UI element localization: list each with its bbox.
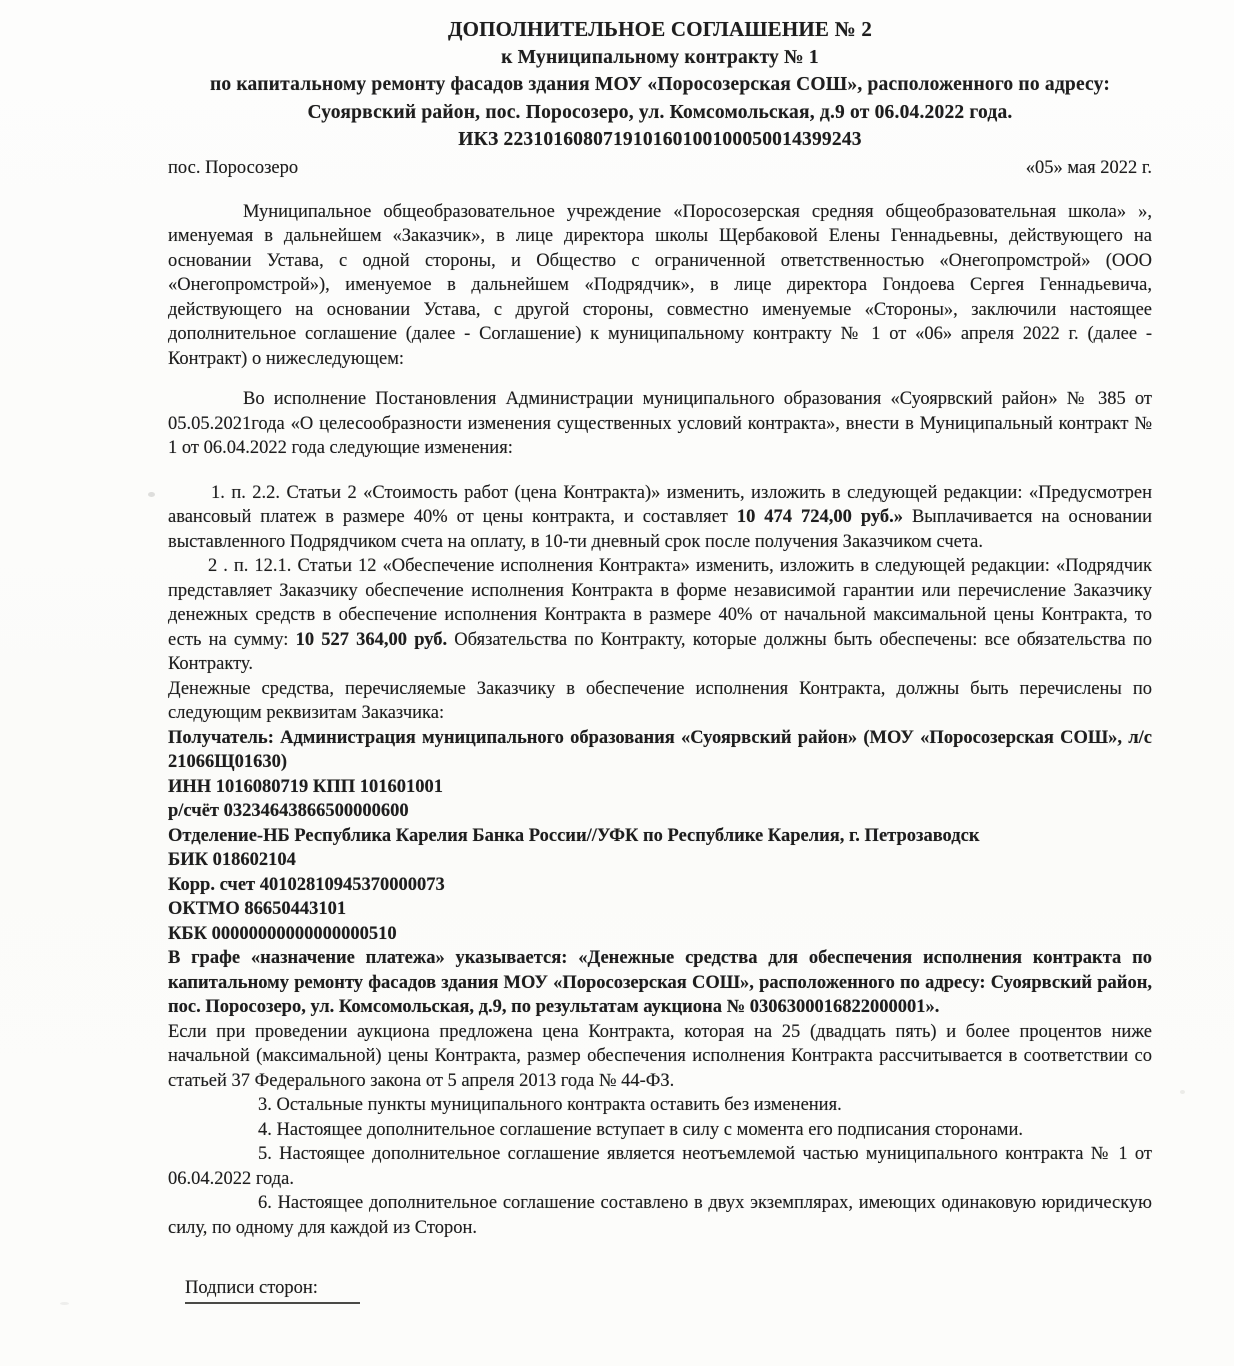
- document-title: ДОПОЛНИТЕЛЬНОЕ СОГЛАШЕНИЕ № 2: [447, 17, 873, 41]
- clause-1-text: 1. п. 2.2. Статьи 2 «Стоимость работ (цена Контракта)» изменить, изложить в следующей редакции: «Предусмотрен авансовый платеж в размере 40% от цены контракта, и составляет: [168, 482, 1152, 527]
- scan-artifact: [148, 492, 155, 497]
- requisite-corr-account: Корр. счет 40102810945370000073: [168, 874, 445, 895]
- scan-artifact: [60, 1302, 69, 1305]
- requisite-bik: БИК 018602104: [168, 850, 296, 870]
- scan-artifact: [1180, 1090, 1185, 1094]
- advance-amount: 10 474 724,00 руб.»: [736, 507, 904, 527]
- clause-1-paragraph: [168, 481, 1152, 555]
- clause-2-text: 2 . п. 12.1. Статьи 12 «Обеспечение исполнения Контракта» изменить, изложить в следующей редакции: «Подрядчик представляет Заказчику обеспечение исполнения Контракта в форме независимой гарантии или перечисление Заказчику денежных средств в обеспечение исполнения Контракта в размере 40% от начальной максимальной цены Контракта, то есть на сумму:: [168, 556, 1152, 650]
- date-label: «05» мая 2022 г.: [1025, 157, 1152, 178]
- contract-address-line: Суоярвский район, пос. Поросозеро, ул. Комсомольская, д.9 от 06.04.2022 года.: [307, 101, 1013, 123]
- signatures-section: [168, 1276, 1152, 1304]
- requisite-account: р/счёт 03234643866500000600: [168, 801, 409, 821]
- requisite-kbk: КБК 00000000000000000510: [168, 923, 397, 944]
- requisites-block: [168, 726, 1152, 947]
- requisite-bank: Отделение-НБ Республика Карелия Банка России//УФК по Республике Карелия, г. Петрозаводск: [168, 825, 980, 846]
- auction-note-paragraph: Если при проведении аукциона предложена цена Контракта, которая на 25 (двадцать пять) и более процентов ниже начальной (максимальной) цены Контракта, размер обеспечения исполнения Контракта рассчитывается в соответствии со статьей 37 Федерального закона от 5 апреля 2013 года № 44-ФЗ.: [168, 1021, 1152, 1091]
- document-title-block: [168, 16, 1152, 154]
- security-amount: 10 527 364,00 руб.: [295, 629, 448, 650]
- contract-subject-line: по капитальному ремонту фасадов здания МОУ «Поросозерская СОШ», расположенного по адресу:: [209, 74, 1111, 95]
- clause-2-text-tail: Обязательства по Контракту, которые должны быть обеспечены: все обязательства по Контракту.: [168, 629, 1152, 674]
- item-5-paragraph: 5. Настоящее дополнительное соглашение является неотъемлемой частью муниципального контракта № 1 от 06.04.2022 года.: [168, 1144, 1152, 1189]
- item-4-paragraph: 4. Настоящее дополнительное соглашение вступает в силу с момента его подписания сторонами.: [258, 1119, 1023, 1140]
- item-6-paragraph: 6. Настоящее дополнительное соглашение составлено в двух экземплярах, имеющих одинаковую юридическую силу, по одному для каждой из Сторон.: [168, 1193, 1152, 1238]
- item-3-paragraph: 3. Остальные пункты муниципального контракта оставить без изменения.: [258, 1095, 842, 1115]
- signatures-heading: Подписи сторон:: [185, 1276, 360, 1304]
- requisite-recipient: Получатель: Администрация муниципального образования «Суоярвский район» (МОУ «Поросозерская СОШ», л/с 21066Щ01630): [168, 727, 1152, 772]
- requisite-oktmo: ОКТМО 86650443101: [168, 899, 347, 919]
- contract-subtitle: к Муниципальному контракту № 1: [501, 46, 819, 68]
- clause-1-text-tail: Выплачивается на основании выставленного Подрядчиком счета на оплату, в 10-ти дневный срок после получения Заказчиком счета.: [168, 507, 1152, 552]
- basis-paragraph: Во исполнение Постановления Администрации муниципального образования «Суоярвский район» № 385 от 05.05.2021года «О целесообразности изменения существенных условий контракта», внести в Муниципальный контракт № 1 от 06.04.2022 года следующие изменения:: [168, 389, 1152, 458]
- funds-note-paragraph: Денежные средства, перечисляемые Заказчику в обеспечение исполнения Контракта, должны быть перечислены по следующим реквизитам Заказчика:: [168, 678, 1152, 723]
- payment-purpose-paragraph: В графе «назначение платежа» указывается: «Денежные средства для обеспечения исполнения контракта по капитальному ремонту фасадов здания МОУ «Поросозерская СОШ», расположенного по адресу: Суоярвский район, пос. Поросозеро, ул. Комсомольская, д.9, по результатам аукциона № 0306300016822000001».: [168, 948, 1152, 1017]
- ikz-number-line: ИКЗ 223101608071910160100100050014399243: [458, 129, 862, 150]
- clause-2-paragraph: [168, 554, 1152, 677]
- place-date-row: [168, 156, 1152, 180]
- requisite-inn-kpp: ИНН 1016080719 КПП 101601001: [168, 776, 443, 797]
- intro-paragraph: Муниципальное общеобразовательное учреждение «Поросозерская средняя общеобразовательная школа» », именуемая в дальнейшем «Заказчик», в лице директора школы Щербаковой Елены Геннадьевны, действующего на основании Устава, с одной стороны, и Общество с ограниченной ответственностью «Онегопромстрой» (ООО «Онегопромстрой»), именуемое в дальнейшем «Подрядчик», в лице директора Гондоева Сергея Геннадьевича, действующего на основании Устава, с другой стороны, совместно именуемые «Стороны», заключили настоящее дополнительное соглашение (далее - Соглашение) к муниципальному контракту № 1 от «06» апреля 2022 г. (далее - Контракт) о нижеследующем:: [168, 201, 1152, 369]
- place-label: пос. Поросозеро: [168, 157, 299, 178]
